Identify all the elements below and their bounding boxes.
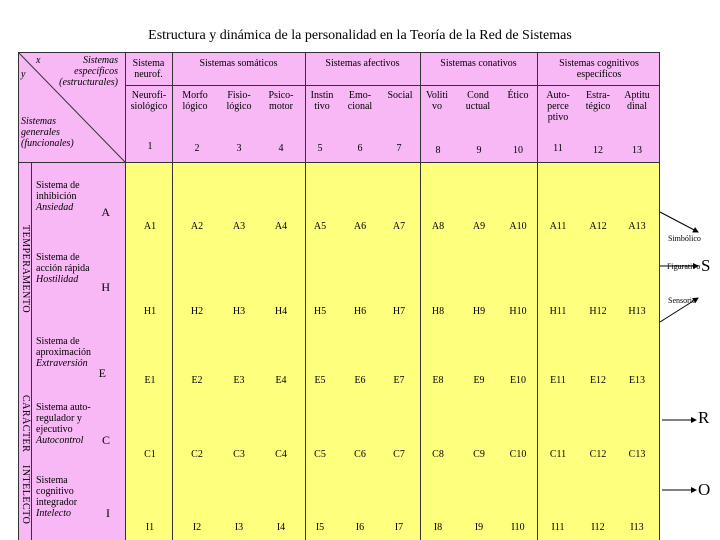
divider-v (172, 52, 173, 540)
subheader: Voliti vo (425, 90, 449, 112)
grid-cell: H8 (431, 306, 445, 317)
row-name: Sistema cognitivo integrador (36, 475, 78, 508)
subheader: Auto-perce ptivo (546, 90, 570, 123)
grid-cell: H13 (628, 306, 646, 317)
grid-cell: H11 (549, 306, 567, 317)
grid-cell: C4 (275, 449, 287, 460)
subheader: Instin tivo (310, 90, 334, 112)
grid-cell: C1 (144, 449, 156, 460)
row-trait: Ansiedad (36, 202, 74, 213)
grid-cell: C12 (589, 449, 607, 460)
grid-cell: A7 (392, 221, 406, 232)
grid-cell: H1 (143, 306, 157, 317)
grid-cell: H3 (232, 306, 246, 317)
col-number: 5 (317, 143, 323, 154)
col-number: 1 (147, 141, 153, 152)
grid-cell: C11 (549, 449, 567, 460)
grid-cell: E2 (191, 375, 203, 386)
grid-cell: I13 (630, 522, 644, 533)
col-number: 11 (553, 143, 563, 154)
col-number: 13 (632, 145, 642, 156)
grid-cell: I9 (474, 522, 484, 533)
grid-cell: H12 (589, 306, 607, 317)
corner-y-label: y (21, 69, 26, 80)
divider-v (31, 162, 32, 540)
grid-cell: I2 (192, 522, 202, 533)
grid-cell: A12 (589, 221, 607, 232)
col-number: 8 (435, 145, 441, 156)
grid-cell: I7 (394, 522, 404, 533)
grid-cell: E8 (432, 375, 444, 386)
subheader: Social (387, 90, 413, 101)
grid-cell: A8 (431, 221, 445, 232)
grid-cell: I12 (591, 522, 605, 533)
col-number: 6 (357, 143, 363, 154)
grid-cell: I4 (276, 522, 286, 533)
subheader: Psico-motor (268, 90, 294, 112)
grid-cell: E9 (473, 375, 485, 386)
row-letter: E (98, 366, 106, 380)
header-group-cognitivos: Sistemas cognitivos específicos (559, 58, 639, 80)
col-number: 7 (396, 143, 402, 154)
grid-cell: I1 (145, 522, 155, 533)
side-label-caracter: CARÁCTER (20, 395, 31, 453)
divider-v (537, 52, 538, 540)
row-trait: Autocontrol (36, 435, 84, 446)
row-letter: C (101, 433, 110, 447)
subheader: Cond uctual (465, 90, 491, 112)
corner-x-label: x (36, 55, 41, 66)
row-letter: I (106, 506, 110, 520)
sensorio-label: Sensorio (668, 296, 696, 305)
grid-cell: H4 (274, 306, 288, 317)
grid-cell: H5 (313, 306, 327, 317)
grid-cell: E5 (314, 375, 326, 386)
arrow-sensorio (660, 298, 698, 322)
row-label-e (36, 336, 122, 380)
grid-cell: E6 (354, 375, 366, 386)
page-title: Estructura y dinámica de la personalidad en la Teoría de la Red de Sistemas (148, 28, 572, 43)
grid-cell: A13 (628, 221, 646, 232)
row-label-a (36, 180, 122, 219)
grid-cell: H6 (353, 306, 367, 317)
grid-cell: A11 (549, 221, 567, 232)
corner-specific-label: Sistemas específicos (estructurales) (59, 55, 118, 88)
grid-cell: I5 (315, 522, 325, 533)
row-label-h (36, 252, 122, 294)
grid-cell: C6 (354, 449, 366, 460)
col-number: 4 (278, 143, 284, 154)
arrows-layer (650, 210, 720, 510)
grid-cell: C3 (233, 449, 245, 460)
subheader: Ético (507, 90, 529, 101)
grid-cell: A2 (190, 221, 204, 232)
grid-cell: A4 (274, 221, 288, 232)
subheader: Morfo lógico (182, 90, 208, 112)
grid-cell: C2 (191, 449, 203, 460)
grid-cell: C10 (509, 449, 527, 460)
header-group-afectivos: Sistemas afectivos (325, 58, 400, 69)
header-group-somaticos: Sistemas somáticos (199, 58, 278, 69)
header-group-conativos: Sistemas conativos (440, 58, 517, 69)
grid-cell: I8 (433, 522, 443, 533)
grid-cell: H7 (392, 306, 406, 317)
col-number: 9 (476, 145, 482, 156)
grid-cell: A1 (143, 221, 157, 232)
o-label: O (698, 480, 711, 499)
grid-cell: E3 (233, 375, 245, 386)
col-number: 2 (194, 143, 200, 154)
grid-cell: C9 (473, 449, 485, 460)
row-letter: A (101, 205, 110, 219)
subheader: Fisio-lógico (226, 90, 252, 112)
r-label: R (698, 408, 710, 427)
row-label-i (36, 475, 122, 520)
grid-cell: I6 (355, 522, 365, 533)
grid-cell: C5 (314, 449, 326, 460)
corner-general-label: Sistemas generales (funcionales) (21, 116, 74, 149)
grid-cell: H2 (190, 306, 204, 317)
grid-cell: H10 (509, 306, 527, 317)
grid-cell: H9 (472, 306, 486, 317)
grid-cell: A10 (509, 221, 527, 232)
divider-v (420, 52, 421, 540)
row-name: Sistema auto-regulador y ejecutivo (36, 402, 91, 435)
side-label-temperamento: TEMPERAMENTO (20, 225, 31, 314)
col-number: 12 (593, 145, 603, 156)
subheader: Aptitu dinal (624, 90, 650, 112)
figurativo-label: Figurativo (667, 262, 701, 271)
grid-cell: E4 (275, 375, 287, 386)
s-label: S (701, 256, 711, 275)
grid-cell: C8 (432, 449, 444, 460)
grid-cell: I10 (511, 522, 525, 533)
row-name: Sistema de inhibición (36, 180, 80, 202)
row-name: Sistema de aproximación (36, 336, 91, 358)
row-trait: Extraversión (36, 358, 88, 369)
side-label-intelecto: INTELECTO (20, 465, 31, 525)
subheader: Estra-tégico (585, 90, 611, 112)
divider-h (125, 85, 660, 86)
divider-h (18, 162, 660, 163)
arrow-simbolico (660, 212, 698, 232)
grid-cell: A9 (472, 221, 486, 232)
subheader: Neurofi-siológico (130, 90, 168, 112)
simbolico-label: Simbólico (668, 234, 701, 243)
col-number: 10 (513, 145, 523, 156)
row-trait: Intelecto (36, 508, 71, 519)
row-name: Sistema de acción rápida (36, 252, 90, 274)
grid-cell: E13 (628, 375, 646, 386)
divider-v (305, 52, 306, 540)
grid-cell: A3 (232, 221, 246, 232)
grid-cell: C13 (628, 449, 646, 460)
row-trait: Hostilidad (36, 274, 79, 285)
grid-cell: E7 (393, 375, 405, 386)
divider-v (125, 52, 126, 540)
grid-cell: A5 (313, 221, 327, 232)
header-group-neurof: Sistema neurof. (132, 58, 165, 80)
grid-cell: I11 (551, 522, 565, 533)
grid-cell: A6 (353, 221, 367, 232)
grid-cell: I3 (234, 522, 244, 533)
subheader: Emo-cional (347, 90, 373, 112)
col-number: 3 (236, 143, 242, 154)
grid-cell: E11 (550, 375, 566, 386)
grid-cell: E12 (589, 375, 607, 386)
grid-cell: C7 (393, 449, 405, 460)
row-label-c (36, 402, 122, 447)
grid-cell: E1 (144, 375, 156, 386)
row-letter: H (101, 280, 110, 294)
grid-cell: E10 (509, 375, 527, 386)
